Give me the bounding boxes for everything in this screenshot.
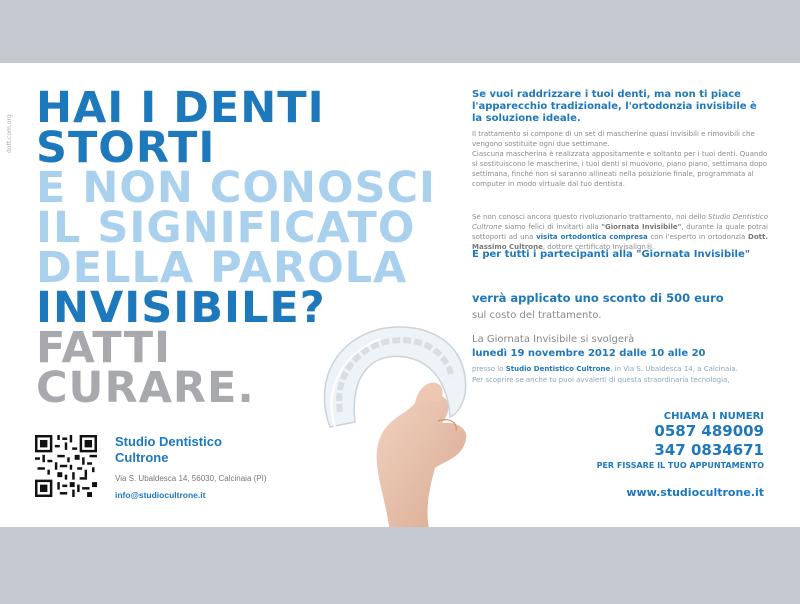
studio-address: Via S. Ubaldesca 14, 56030, Calcinaia (PI) [115,474,267,483]
promo-line-1: E per tutti i partecipanti alla "Giornata Invisibile" [472,249,750,260]
invitation-visit: visita ortodontica compresa [536,233,648,241]
invitation-studio-name: Studio Dentistico Cultrone [472,213,768,231]
treatment-paragraph-1: Il trattamento si compone di un set di mascherine quasi invisibili e rimovibili che vengono sostituite ogni due settimane. [472,130,755,148]
headline-line-6: INVISIBILE? [36,283,326,333]
headline-line-7: FATTI [36,323,172,373]
studio-email-link[interactable]: info@studiocultrone.it [115,490,206,500]
headline-line-8: CURARE. [36,363,255,413]
invitation-text-part: Se non conosci ancora questo rivoluzionario trattamento, noi dello [472,213,709,221]
invitation-event-name: "Giornata Invisibile" [601,223,682,231]
promo-line-3: sul costo del trattamento. [472,310,602,321]
advertisement [0,63,800,527]
invitation-text-part: siamo felici di invitarti alla [501,223,602,231]
qr-code[interactable] [35,435,97,497]
call-label: CHIAMA I NUMERI [663,411,764,422]
studio-name: Studio Dentistico Cultrone [115,434,222,465]
invitation-text-part: , durante la quale potrai sottoporti ad una [472,223,768,241]
side-credit: dott.com.org [6,114,13,153]
website-link[interactable]: www.studiocultrone.it [626,486,764,499]
appointment-label: PER FISSARE IL TUO APPUNTAMENTO [596,461,764,470]
headline-line-5: DELLA PAROLA [36,243,408,293]
headline-line-4: IL SIGNIFICATO [36,203,416,253]
event-location-studio: Studio Dentistico Cultrone [505,365,611,373]
event-location [472,365,738,373]
invitation-text [472,212,768,252]
intro-text: Se vuoi raddrizzare i tuoi denti, ma non ti piace l'apparecchio tradizionale, l'ortodonzia invisibile è la soluzione ideale. [472,89,757,124]
phone-number-1[interactable]: 0587 489009 [654,422,764,440]
headline-line-1: HAI I DENTI [36,83,325,133]
treatment-paragraph-2: Ciascuna mascherina è realizzata appositamente e soltanto per i tuoi denti. Quando si sostituiscono le mascherine, i tuoi denti si muovono, piano piano, settimana dopo settimana, finché non si saranno allineati nella posizione finale, programmata al computer in modo virtuale dal tuo dentista. [472,150,768,188]
event-cta: Per scoprire se anche tu puoi avvalerti di questa straordinaria tecnologia, [472,376,730,384]
promo-discount: verrà applicato uno sconto di 500 euro [472,291,724,305]
headline-line-3: E NON CONOSCI [36,163,437,213]
event-date: lunedì 19 novembre 2012 dalle 10 alle 20 [472,348,706,359]
treatment-description [472,129,768,189]
invitation-text-part: con l'esperto in ortodonzia [647,233,749,241]
invitation-doctor: Dott. Massimo Cultrone [472,233,768,251]
event-location-part: , in Via S. Ubaldesca 14, a Calcinaia. [610,365,738,373]
invitation-text-part: , dottore certificato Invisalign®. [542,243,656,251]
aligner-illustration [310,317,470,437]
headline-line-2: STORTI [36,123,216,173]
event-location-part: presso lo [472,365,506,373]
event-intro: La Giornata Invisibile si svolgerà [472,334,635,345]
phone-number-2[interactable]: 347 0834671 [654,441,764,459]
